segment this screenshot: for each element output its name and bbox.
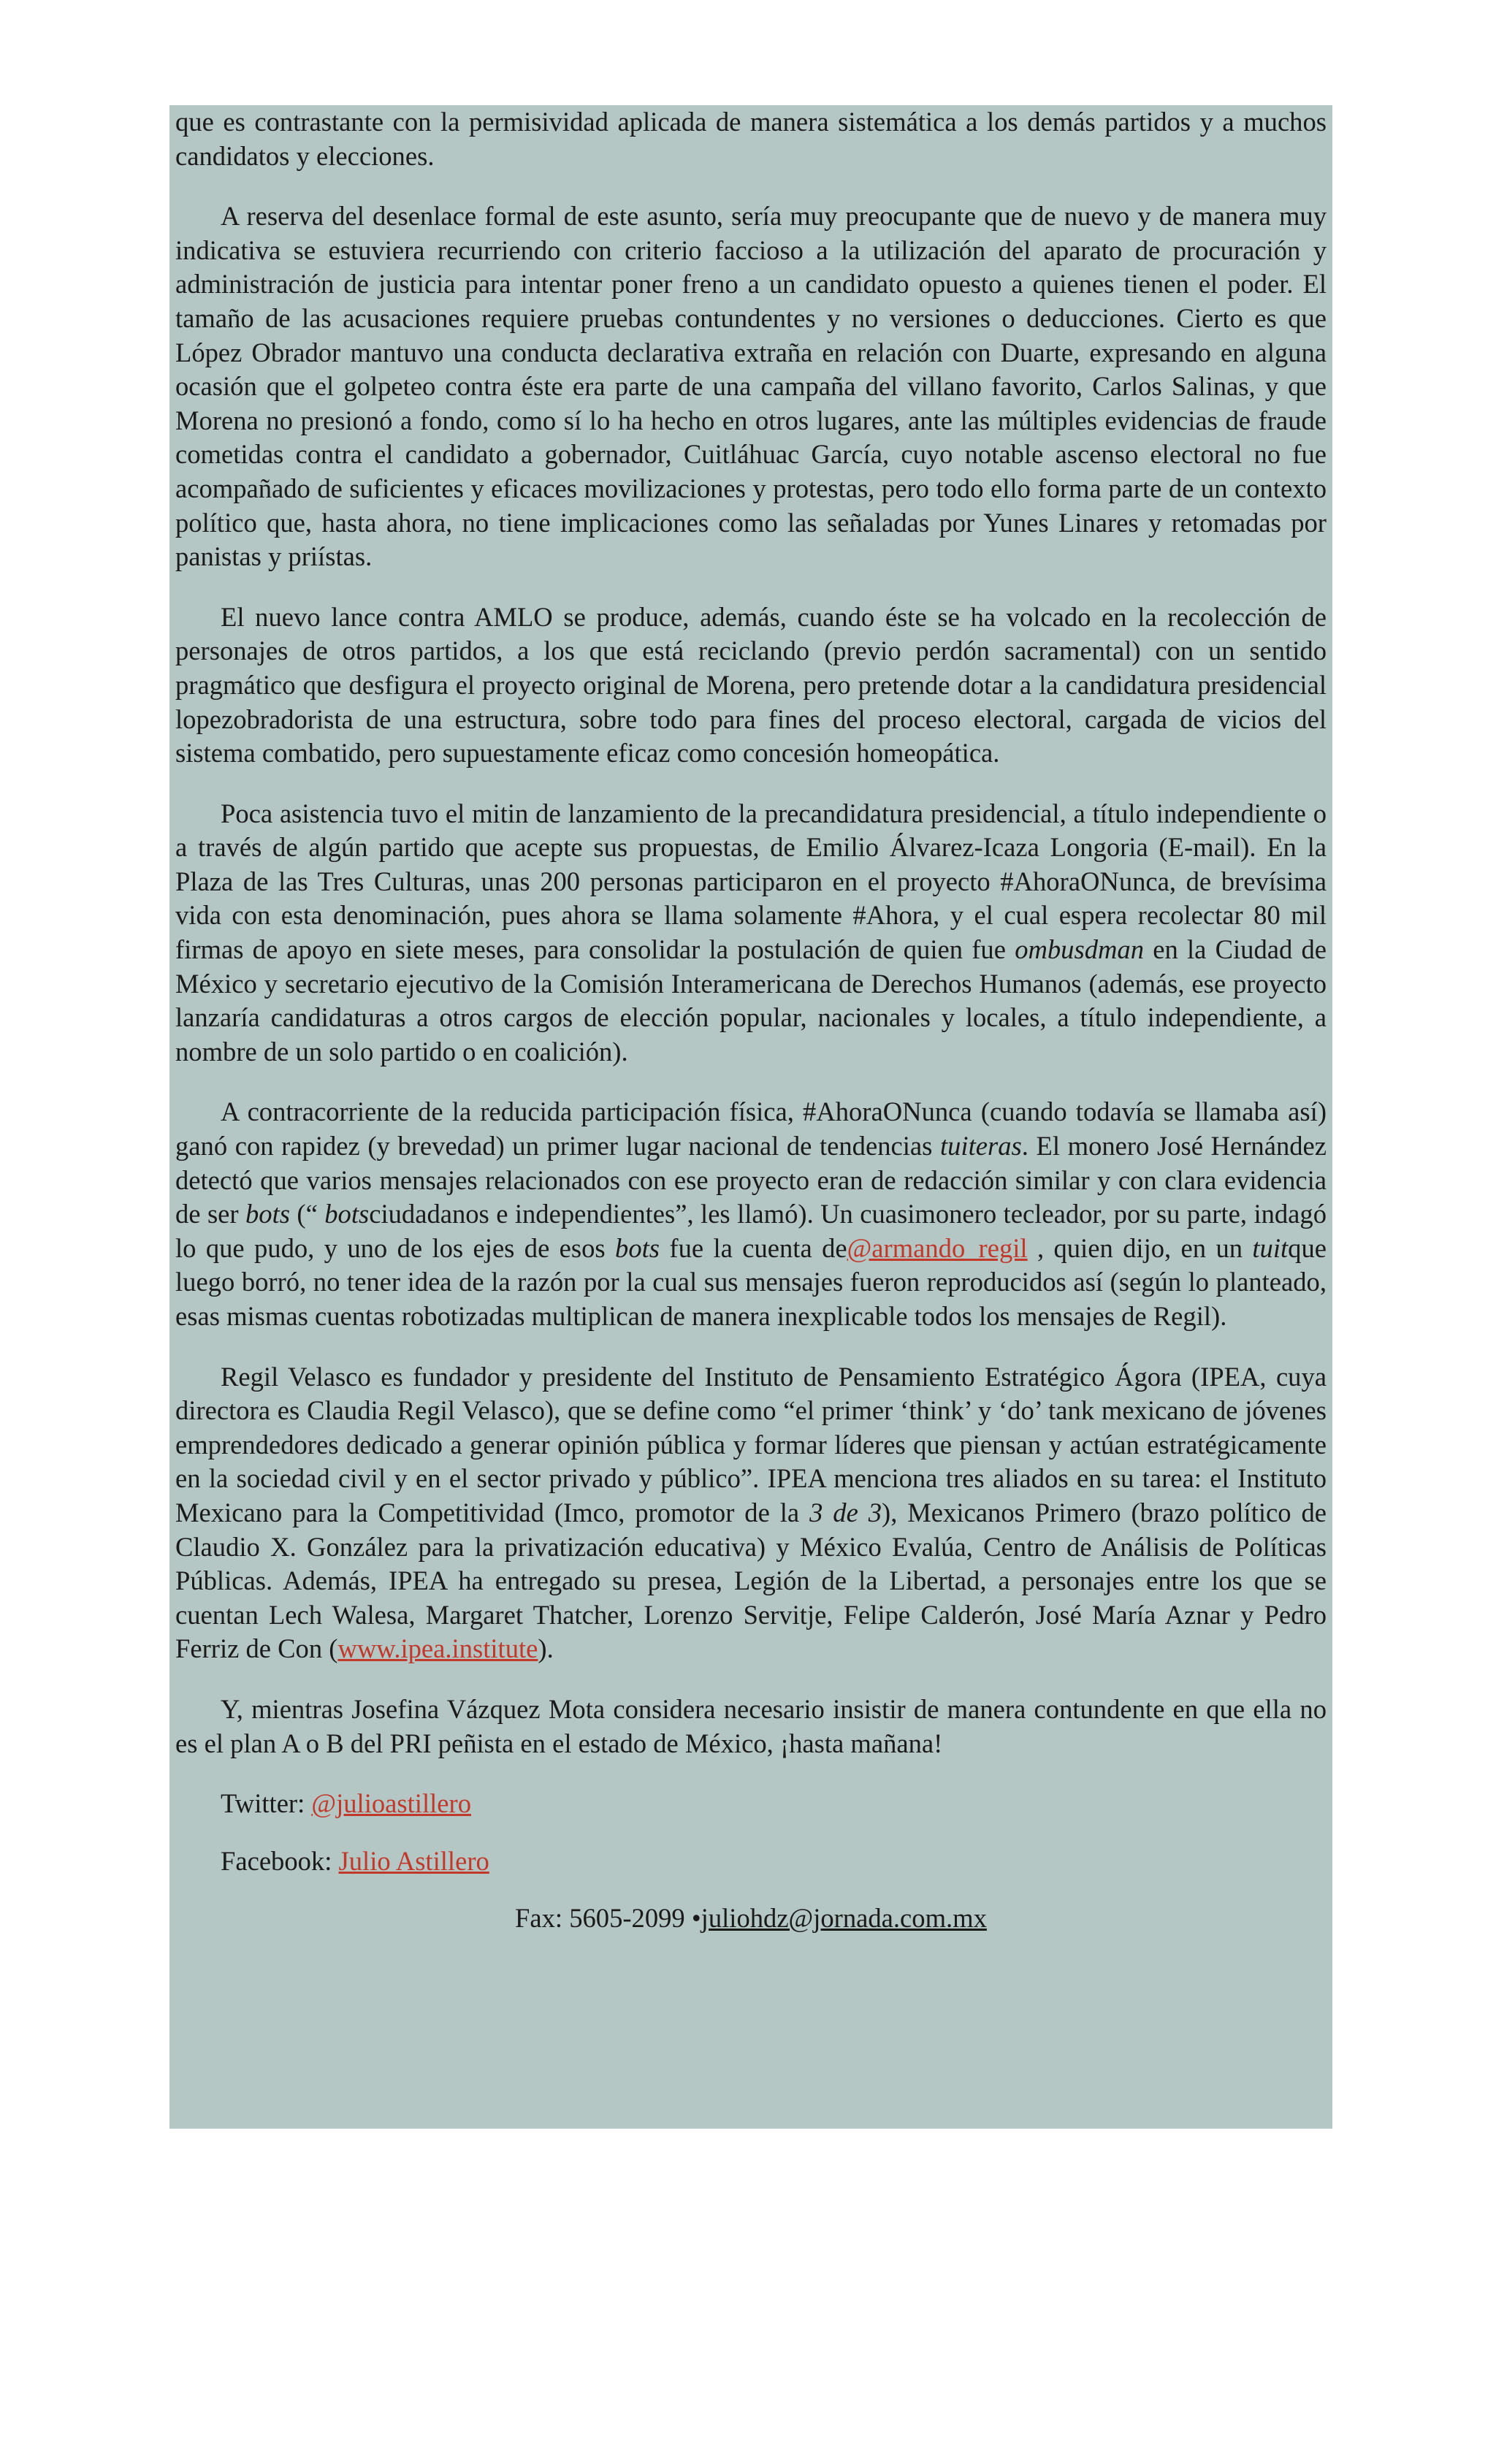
contact-footer xyxy=(175,1902,1327,1936)
paragraph-1 xyxy=(175,105,1327,173)
paragraph-3-text: El nuevo lance contra AMLO se produce, además, cuando éste se ha volcado en la recolección de personajes de otros partidos, a los que está reciclando (previo perdón sacramental) con un sentido pragmático que desfigura el proyecto original de Morena, pero pretende dotar a la candidatura presidencial lopezobradorista de una estructura, sobre todo para fines del proceso electoral, cargada de vicios del sistema combatido, pero supuestamente eficaz como concesión homeopática. xyxy=(175,601,1327,768)
twitter-handle-link[interactable]: @julioastillero xyxy=(311,1788,471,1819)
paragraph-3 xyxy=(175,600,1327,771)
paragraph-4 xyxy=(175,797,1327,1069)
paragraph-7 xyxy=(175,1693,1327,1761)
paragraph-5-text-d: ciudadanos e independientes”, les llamó). Un cuasimonero tecleador, por su parte, indagó lo que pudo, y uno de los ejes de esos xyxy=(175,1199,1327,1263)
paragraph-5-text-g: que luego borró, no tener idea de la razón por la cual sus mensajes fueron reproducidos así (según lo planteado, esas mismas cuentas robotizadas multiplican de manera inexplicable todos los mensajes de Regil). xyxy=(175,1232,1327,1331)
paragraph-5-text-a: A contracorriente de la reducida participación física, #AhoraONunca (cuando todavía se llamaba así) ganó con rapidez (y brevedad) un primer lugar nacional de tendencias xyxy=(175,1096,1327,1162)
paragraph-4-text-b: en la Ciudad de México y secretario ejecutivo de la Comisión Interamericana de Derechos Humanos (además, ese proyecto lanzaría candidaturas a otros cargos de elección popular, nacionales y locales, a título independiente, a nombre de un solo partido o en coalición). xyxy=(175,934,1327,1067)
paragraph-5-text-e: fue la cuenta de xyxy=(660,1232,847,1263)
facebook-name-link[interactable]: Julio Astillero xyxy=(338,1845,489,1876)
paragraph-2 xyxy=(175,199,1327,574)
paragraph-5-italic-5: tuit xyxy=(1252,1232,1289,1263)
paragraph-1-text: que es contrastante con la permisividad aplicada de manera sistemática a los demás partidos y a muchos candidatos y elecciones. xyxy=(175,107,1327,171)
paragraph-4-text-a: Poca asistencia tuvo el mitin de lanzamiento de la precandidatura presidencial, a título independiente o a través de algún partido que acepte sus propuestas, de Emilio Álvarez-Icaza Longoria (E-mail). En la Plaza de las Tres Culturas, unas 200 personas participaron en el proyecto #AhoraONunca, de brevísima vida con esta denominación, pues ahora se llama solamente #Ahora, y el cual espera recolectar 80 mil firmas de apoyo en siete meses, para consolidar la postulación de quien fue xyxy=(175,798,1327,965)
article-column xyxy=(169,105,1332,2129)
facebook-label: Facebook: xyxy=(221,1845,339,1876)
paragraph-7-text: Y, mientras Josefina Vázquez Mota considera necesario insistir de manera contundente en que ella no es el plan A o B del PRI peñista en el estado de México, ¡hasta mañana! xyxy=(175,1693,1327,1758)
paragraph-5-italic-3: bots xyxy=(324,1199,370,1229)
paragraph-6-text-a: Regil Velasco es fundador y presidente del Instituto de Pensamiento Estratégico Ágora (IPEA, cuya directora es Claudia Regil Velasco), que se define como “el primer ‘think’ y ‘do’ tank mexicano de jóvenes emprendedores dedicado a generar opinión pública y formar líderes que piensan y actúan estratégicamente en la sociedad civil y en el sector privado y público”. IPEA menciona tres aliados en su tarea: el Instituto Mexicano para la Competitividad (Imco, promotor de la xyxy=(175,1361,1327,1527)
armando-regil-link[interactable]: @armando_regil xyxy=(847,1232,1028,1263)
paragraph-5-text-c: (“ xyxy=(290,1199,325,1229)
paragraph-6-text-c: ). xyxy=(538,1633,554,1664)
twitter-line xyxy=(175,1787,1327,1821)
paragraph-5-text-f: , quien dijo, en un xyxy=(1027,1232,1253,1263)
paragraph-6 xyxy=(175,1360,1327,1666)
paragraph-4-italic: ombusdman xyxy=(1015,934,1144,965)
fax-text: Fax: 5605-2099 • xyxy=(515,1903,701,1934)
paragraph-5-italic-1: tuiteras xyxy=(939,1131,1022,1162)
twitter-label: Twitter: xyxy=(221,1788,312,1819)
facebook-line xyxy=(175,1845,1327,1879)
email-link[interactable]: juliohdz@jornada.com.mx xyxy=(701,1903,987,1934)
paragraph-5-italic-4: bots xyxy=(615,1232,660,1263)
ipea-website-link[interactable]: www.ipea.institute xyxy=(337,1633,538,1664)
paragraph-6-italic: 3 de 3 xyxy=(809,1497,882,1527)
paragraph-2-text: A reserva del desenlace formal de este asunto, sería muy preocupante que de nuevo y de manera muy indicativa se estuviera recurriendo con criterio faccioso a la utilización del aparato de procuración y administración de justicia para intentar poner freno a un candidato opuesto a quienes tienen el poder. El tamaño de las acusaciones requiere pruebas contundentes y no versiones o deducciones. Cierto es que López Obrador mantuvo una conducta declarativa extraña en relación con Duarte, expresando en alguna ocasión que el golpeteo contra éste era parte de una campaña del villano favorito, Carlos Salinas, y que Morena no presionó a fondo, como sí lo ha hecho en otros lugares, ante las múltiples evidencias de fraude cometidas contra el candidato a gobernador, Cuitláhuac García, cuyo notable ascenso electoral no fue acompañado de suficientes y eficaces movilizaciones y protestas, pero todo ello forma parte de un contexto político que, hasta ahora, no tiene implicaciones como las señaladas por Yunes Linares y retomadas por panistas y priístas. xyxy=(175,201,1327,572)
paragraph-5-italic-2: bots xyxy=(245,1199,290,1229)
paragraph-6-text-b: ), Mexicanos Primero (brazo político de Claudio X. González para la privatización educativa) y México Evalúa, Centro de Análisis de Políticas Públicas. Además, IPEA ha entregado su presea, Legión de la Libertad, a personajes entre los que se cuentan Lech Walesa, Margaret Thatcher, Lorenzo Servitje, Felipe Calderón, José María Aznar y Pedro Ferriz de Con ( xyxy=(175,1497,1327,1664)
paragraph-5 xyxy=(175,1095,1327,1333)
paragraph-5-text-b: . El monero José Hernández detectó que varios mensajes relacionados con ese proyecto eran de redacción similar y con clara evidencia de ser xyxy=(175,1131,1327,1229)
